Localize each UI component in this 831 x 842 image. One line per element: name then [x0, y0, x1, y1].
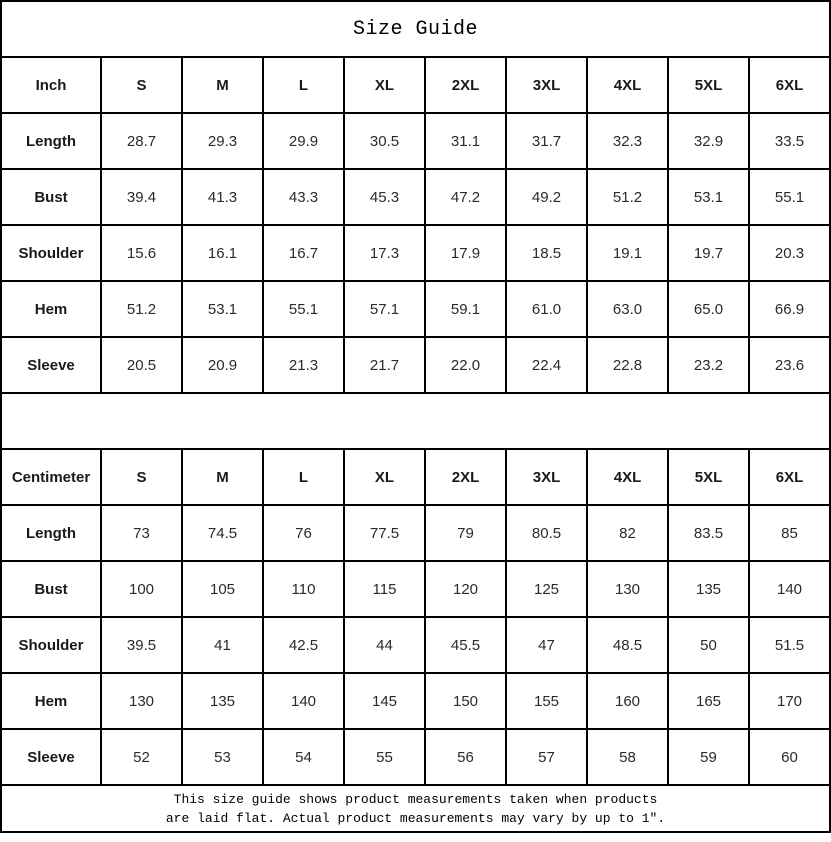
size-header-cell: 2XL [425, 449, 506, 505]
footer-section [1, 785, 830, 832]
measurement-cell: 77.5 [344, 505, 425, 561]
spacer-row [1, 393, 830, 449]
row-label: Sleeve [1, 337, 101, 393]
row-label: Shoulder [1, 617, 101, 673]
measurement-cell: 32.9 [668, 113, 749, 169]
measurement-row [1, 169, 830, 225]
measurement-cell: 31.7 [506, 113, 587, 169]
measurement-cell: 33.5 [749, 113, 830, 169]
measurement-cell: 39.5 [101, 617, 182, 673]
measurement-cell: 76 [263, 505, 344, 561]
size-header-row [1, 449, 830, 505]
size-header-cell: L [263, 449, 344, 505]
measurement-cell: 130 [101, 673, 182, 729]
row-label: Hem [1, 673, 101, 729]
measurement-row [1, 113, 830, 169]
measurement-cell: 105 [182, 561, 263, 617]
measurement-cell: 82 [587, 505, 668, 561]
title-section [1, 1, 830, 57]
title-row [1, 1, 830, 57]
row-label: Hem [1, 281, 101, 337]
measurement-cell: 41 [182, 617, 263, 673]
page-title: Size Guide [1, 1, 830, 57]
measurement-cell: 15.6 [101, 225, 182, 281]
measurement-cell: 65.0 [668, 281, 749, 337]
size-header-cell: 5XL [668, 57, 749, 113]
measurement-cell: 44 [344, 617, 425, 673]
measurement-cell: 140 [263, 673, 344, 729]
measurement-cell: 57 [506, 729, 587, 785]
measurement-cell: 42.5 [263, 617, 344, 673]
measurement-row [1, 225, 830, 281]
size-header-cell: 5XL [668, 449, 749, 505]
measurement-cell: 150 [425, 673, 506, 729]
measurement-cell: 58 [587, 729, 668, 785]
measurement-cell: 20.3 [749, 225, 830, 281]
measurement-cell: 51.2 [101, 281, 182, 337]
size-header-cell: XL [344, 57, 425, 113]
size-header-cell: S [101, 449, 182, 505]
measurement-cell: 80.5 [506, 505, 587, 561]
unit-header-cell: Centimeter [1, 449, 101, 505]
measurement-cell: 21.7 [344, 337, 425, 393]
measurement-row [1, 729, 830, 785]
measurement-cell: 39.4 [101, 169, 182, 225]
measurement-cell: 18.5 [506, 225, 587, 281]
unit-header-cell: Inch [1, 57, 101, 113]
measurement-cell: 41.3 [182, 169, 263, 225]
row-label: Bust [1, 561, 101, 617]
measurement-cell: 16.1 [182, 225, 263, 281]
measurement-cell: 23.2 [668, 337, 749, 393]
measurement-cell: 23.6 [749, 337, 830, 393]
centimeter-table-section [1, 449, 830, 785]
measurement-cell: 16.7 [263, 225, 344, 281]
table-gap [1, 393, 830, 449]
measurement-cell: 52 [101, 729, 182, 785]
measurement-cell: 165 [668, 673, 749, 729]
measurement-cell: 47.2 [425, 169, 506, 225]
measurement-cell: 56 [425, 729, 506, 785]
measurement-cell: 66.9 [749, 281, 830, 337]
row-label: Length [1, 113, 101, 169]
measurement-cell: 51.5 [749, 617, 830, 673]
measurement-cell: 125 [506, 561, 587, 617]
footer-note [1, 785, 830, 832]
measurement-cell: 79 [425, 505, 506, 561]
measurement-cell: 73 [101, 505, 182, 561]
measurement-cell: 22.0 [425, 337, 506, 393]
measurement-cell: 22.4 [506, 337, 587, 393]
measurement-cell: 21.3 [263, 337, 344, 393]
size-header-cell: 3XL [506, 449, 587, 505]
measurement-cell: 45.5 [425, 617, 506, 673]
measurement-cell: 55 [344, 729, 425, 785]
measurement-cell: 17.3 [344, 225, 425, 281]
size-header-cell: 6XL [749, 57, 830, 113]
measurement-cell: 50 [668, 617, 749, 673]
measurement-row [1, 505, 830, 561]
measurement-cell: 74.5 [182, 505, 263, 561]
size-header-cell: M [182, 57, 263, 113]
measurement-cell: 20.9 [182, 337, 263, 393]
measurement-cell: 54 [263, 729, 344, 785]
measurement-cell: 135 [668, 561, 749, 617]
size-header-cell: L [263, 57, 344, 113]
measurement-cell: 53.1 [668, 169, 749, 225]
row-label: Sleeve [1, 729, 101, 785]
measurement-row [1, 337, 830, 393]
measurement-cell: 22.8 [587, 337, 668, 393]
size-header-row [1, 57, 830, 113]
size-header-cell: S [101, 57, 182, 113]
size-header-cell: 6XL [749, 449, 830, 505]
measurement-cell: 51.2 [587, 169, 668, 225]
measurement-cell: 30.5 [344, 113, 425, 169]
size-header-cell: 2XL [425, 57, 506, 113]
measurement-cell: 140 [749, 561, 830, 617]
measurement-cell: 160 [587, 673, 668, 729]
size-header-cell: 3XL [506, 57, 587, 113]
row-label: Shoulder [1, 225, 101, 281]
measurement-cell: 20.5 [101, 337, 182, 393]
size-header-cell: M [182, 449, 263, 505]
measurement-row [1, 561, 830, 617]
spacer-section [1, 393, 830, 449]
measurement-cell: 17.9 [425, 225, 506, 281]
size-header-cell: XL [344, 449, 425, 505]
measurement-cell: 45.3 [344, 169, 425, 225]
measurement-cell: 47 [506, 617, 587, 673]
measurement-cell: 61.0 [506, 281, 587, 337]
measurement-cell: 155 [506, 673, 587, 729]
measurement-row [1, 617, 830, 673]
measurement-cell: 170 [749, 673, 830, 729]
measurement-cell: 110 [263, 561, 344, 617]
measurement-cell: 83.5 [668, 505, 749, 561]
footer-line-2: are laid flat. Actual product measurements may vary by up to 1″. [165, 810, 666, 826]
measurement-cell: 57.1 [344, 281, 425, 337]
measurement-cell: 31.1 [425, 113, 506, 169]
measurement-cell: 100 [101, 561, 182, 617]
size-header-cell: 4XL [587, 449, 668, 505]
measurement-cell: 59 [668, 729, 749, 785]
measurement-cell: 32.3 [587, 113, 668, 169]
footer-row [1, 785, 830, 832]
measurement-cell: 29.9 [263, 113, 344, 169]
size-header-cell: 4XL [587, 57, 668, 113]
measurement-cell: 60 [749, 729, 830, 785]
measurement-cell: 53.1 [182, 281, 263, 337]
measurement-cell: 28.7 [101, 113, 182, 169]
measurement-cell: 135 [182, 673, 263, 729]
measurement-cell: 130 [587, 561, 668, 617]
measurement-cell: 115 [344, 561, 425, 617]
measurement-cell: 43.3 [263, 169, 344, 225]
measurement-cell: 55.1 [749, 169, 830, 225]
measurement-cell: 59.1 [425, 281, 506, 337]
measurement-cell: 120 [425, 561, 506, 617]
measurement-cell: 29.3 [182, 113, 263, 169]
measurement-cell: 49.2 [506, 169, 587, 225]
row-label: Bust [1, 169, 101, 225]
measurement-row [1, 281, 830, 337]
measurement-cell: 19.1 [587, 225, 668, 281]
measurement-cell: 53 [182, 729, 263, 785]
row-label: Length [1, 505, 101, 561]
measurement-cell: 85 [749, 505, 830, 561]
inch-table-section [1, 57, 830, 393]
measurement-cell: 63.0 [587, 281, 668, 337]
footer-line-1: This size guide shows product measurements taken when products [173, 791, 658, 807]
measurement-cell: 19.7 [668, 225, 749, 281]
measurement-cell: 48.5 [587, 617, 668, 673]
measurement-cell: 145 [344, 673, 425, 729]
measurement-row [1, 673, 830, 729]
measurement-cell: 55.1 [263, 281, 344, 337]
